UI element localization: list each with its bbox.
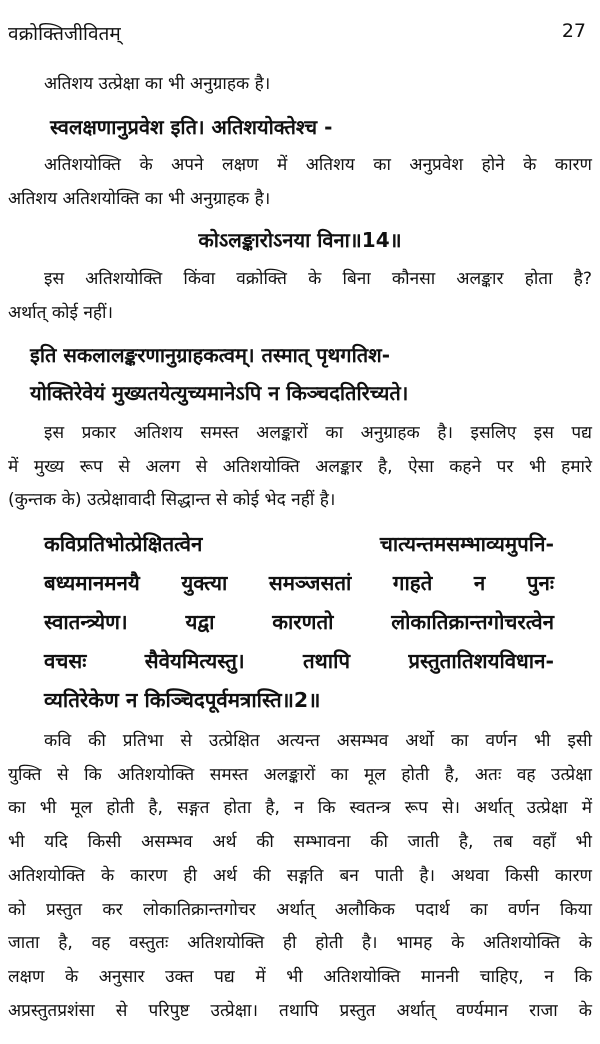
text-line: अतिशय उत्प्रेक्षा का भी अनुग्राहक है। [44, 74, 271, 94]
text-line: में मुख्य रूप से अलग से अतिशयोक्ति अलङ्कार है, ऐसा कहने पर भी हमारे [8, 457, 592, 477]
text-line: अर्थात् कोई नहीं। [8, 303, 114, 323]
text-line: युक्ति से कि अतिशयोक्ति समस्त अलङ्कारों का मूल होती है, अतः वह उत्प्रेक्षा [8, 765, 592, 785]
text-line: (कुन्तक के) उत्प्रेक्षावादी सिद्धान्त से कोई भेद नहीं है। [8, 490, 336, 510]
text-line: इस प्रकार अतिशय समस्त अलङ्कारों का अनुग्राहक है। इसलिए इस पद्य [44, 423, 592, 443]
text-line: लक्षण के अनुसार उक्त पद्य में भी अतिशयोक्ति माननी चाहिए, न कि [8, 967, 592, 987]
sanskrit-verse: कोऽलङ्कारोऽनया विना॥14॥ [198, 228, 402, 252]
running-title: वक्रोक्तिजीवितम् [8, 23, 121, 45]
sanskrit-verse: बध्यमानमनयै युक्त्या समञ्जसतां गाहते न पुनः [44, 571, 554, 595]
sanskrit-verse: इति सकलालङ्करणानुग्राहकत्वम्। तस्मात् पृथगतिश- [30, 343, 391, 367]
page-number: 27 [561, 20, 586, 42]
sanskrit-verse: वचसः सैवेयमित्यस्तु। तथापि प्रस्तुतातिशयविधान- [44, 649, 554, 673]
sanskrit-verse: स्वलक्षणानुप्रवेश इति। अतिशयोक्तेश्च - [50, 115, 333, 139]
text-line: भी यदि किसी असम्भव अर्थ की सम्भावना की जाती है, तब वहाँ भी [8, 832, 592, 852]
text-line: जाता है, वह वस्तुतः अतिशयोक्ति ही होती है। भामह के अतिशयोक्ति के [8, 933, 592, 953]
sanskrit-verse: योक्तिरेवेयं मुख्यतयेत्युच्यमानेऽपि न किञ्चदतिरिच्यते। [30, 381, 409, 405]
text-line: अतिशयोक्ति के अपने लक्षण में अतिशय का अनुप्रवेश होने के कारण [44, 155, 592, 175]
text-line: कवि की प्रतिभा से उत्प्रेक्षित अत्यन्त असम्भव अर्थो का वर्णन भी इसी [44, 731, 592, 751]
sanskrit-verse: कविप्रतिभोत्प्रेक्षितत्वेन चात्यन्तमसम्भाव्यमुपनि- [44, 532, 554, 556]
text-line: को प्रस्तुत कर लोकातिक्रान्तगोचर अर्थात् अलौकिक पदार्थ का वर्णन किया [8, 900, 592, 920]
text-line: अप्रस्तुतप्रशंसा से परिपुष्ट उत्प्रेक्षा। तथापि प्रस्तुत अर्थात् वर्ण्यमान राजा के [8, 1001, 592, 1021]
sanskrit-verse: स्वातन्त्र्येण। यद्वा कारणतो लोकातिक्रान्तगोचरत्वेन [44, 610, 554, 634]
text-line: इस अतिशयोक्ति किंवा वक्रोक्ति के बिना कौनसा अलङ्कार होता है? [44, 269, 592, 289]
sanskrit-verse: व्यतिरेकेण न किञ्चिदपूर्वमत्रास्ति॥2॥ [44, 688, 321, 712]
text-line: अतिशय अतिशयोक्ति का भी अनुग्राहक है। [8, 189, 271, 209]
text-line: का भी मूल होती है, सङ्गत होता है, न कि स्वतन्त्र रूप से। अर्थात् उत्प्रेक्षा में [8, 798, 592, 818]
text-line: अतिशयोक्ति के कारण ही अर्थ की सङ्गति बन पाती है। अथवा किसी कारण [8, 866, 592, 886]
